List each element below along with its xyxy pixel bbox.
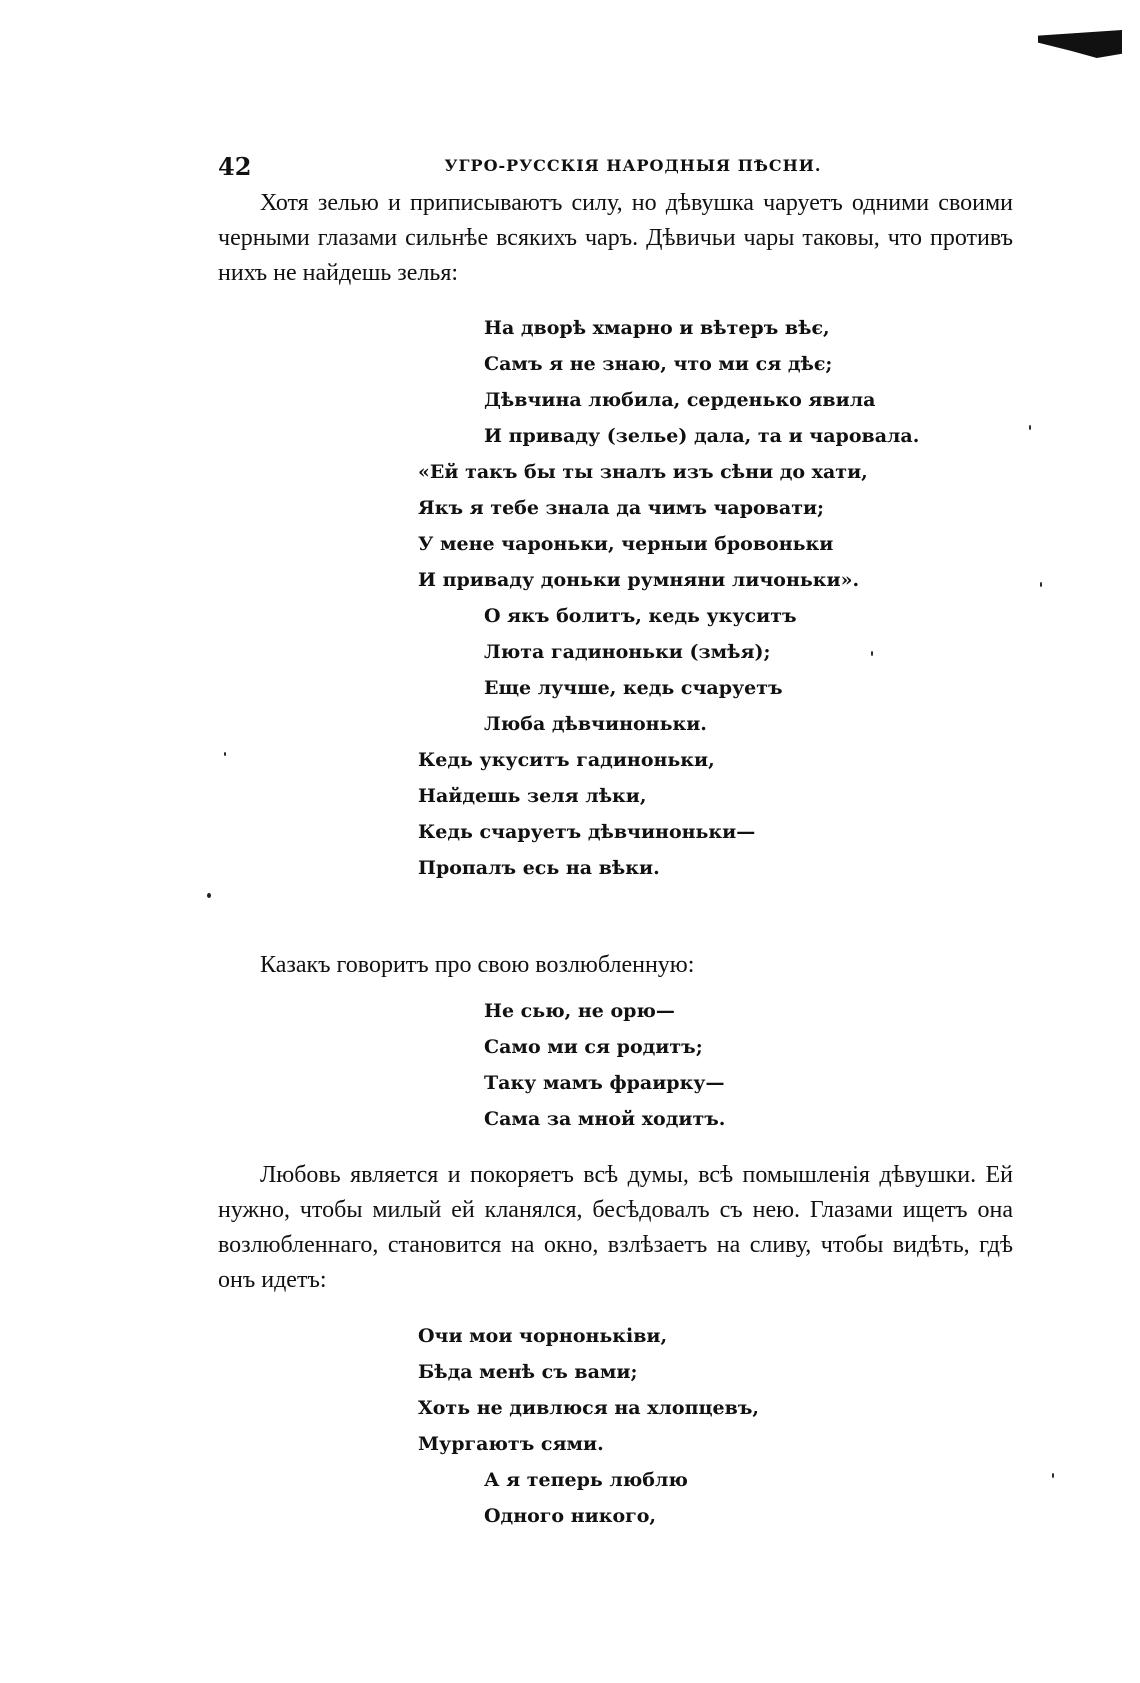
verse-line: Еще лучше, кедь счаруетъ	[484, 677, 783, 699]
poem-1	[418, 310, 919, 886]
verse-line: Сама за мной ходитъ.	[484, 1108, 726, 1130]
verse-line: Самъ я не знаю, что ми ся дѣє;	[484, 353, 833, 375]
verse-line: Найдешь зеля лѣки,	[418, 785, 647, 807]
paragraph-2: Казакъ говоритъ про свою возлюбленную:	[260, 952, 695, 978]
page-header	[218, 152, 1008, 182]
verse-line: И приваду (зелье) дала, та и чаровала.	[484, 425, 920, 447]
verse-line: Очи мои чорноньківи,	[418, 1325, 668, 1347]
poem-2	[418, 993, 725, 1137]
verse-line: У мене чароньки, черныи бровоньки	[418, 533, 834, 555]
poem-3	[418, 1318, 759, 1534]
ink-speck	[1040, 582, 1042, 587]
verse-line: Мургаютъ сями.	[418, 1433, 604, 1455]
ink-speck	[224, 752, 226, 756]
verse-line: Само ми ся родитъ;	[484, 1036, 703, 1058]
verse-line: «Ей такъ бы ты зналъ изъ сѣни до хати,	[418, 461, 868, 483]
verse-line: Хоть не дивлюся на хлопцевъ,	[418, 1397, 760, 1419]
running-title: УГРО-РУССКІЯ НАРОДНЫЯ ПѢСНИ.	[444, 156, 822, 175]
ink-speck	[1052, 1473, 1054, 1478]
paragraph-1: Хотя зелью и приписываютъ силу, но дѣвушка чаруетъ одними своими черными глазами сильнѣе всякихъ чаръ. Дѣвичьи чары таковы, что противъ нихъ не найдешь зелья:	[218, 190, 1013, 286]
scan-edge-mark	[1038, 30, 1122, 58]
verse-line: И приваду доньки румняни личоньки».	[418, 569, 860, 591]
verse-line: Бѣда менѣ съ вами;	[418, 1361, 638, 1383]
verse-line: Одного никого,	[484, 1505, 657, 1527]
page-number: 42	[218, 152, 252, 181]
verse-line: Пропалъ есь на вѣки.	[418, 857, 660, 879]
verse-line: Таку мамъ фраирку—	[484, 1072, 725, 1094]
ink-speck	[207, 893, 211, 898]
verse-line: Люба дѣвчиноньки.	[484, 713, 707, 735]
verse-line: Якъ я тебе знала да чимъ чаровати;	[418, 497, 825, 519]
verse-line: Дѣвчина любила, серденько явила	[484, 389, 876, 411]
verse-line: Люта гадиноньки (змѣя);	[484, 641, 771, 663]
verse-line: Не сью, не орю—	[484, 1000, 675, 1022]
verse-line: А я теперь люблю	[484, 1469, 688, 1491]
paragraph-3: Любовь является и покоряетъ всѣ думы, всѣ помышленія дѣвушки. Ей нужно, чтобы милый ей кланялся, бесѣдовалъ съ нею. Глазами ищетъ она возлюбленнаго, становится на окно, взлѣзаетъ на сливу, чтобы видѣть, гдѣ онъ идетъ:	[218, 1162, 1013, 1293]
verse-line: На дворѣ хмарно и вѣтеръ вѣє,	[484, 317, 830, 339]
ink-speck	[1029, 425, 1031, 430]
verse-line: Кедь укуситъ гадиноньки,	[418, 749, 715, 771]
verse-line: О якъ болитъ, кедь укуситъ	[484, 605, 797, 627]
ink-speck	[871, 651, 873, 656]
verse-line: Кедь счаруетъ дѣвчиноньки—	[418, 821, 756, 843]
